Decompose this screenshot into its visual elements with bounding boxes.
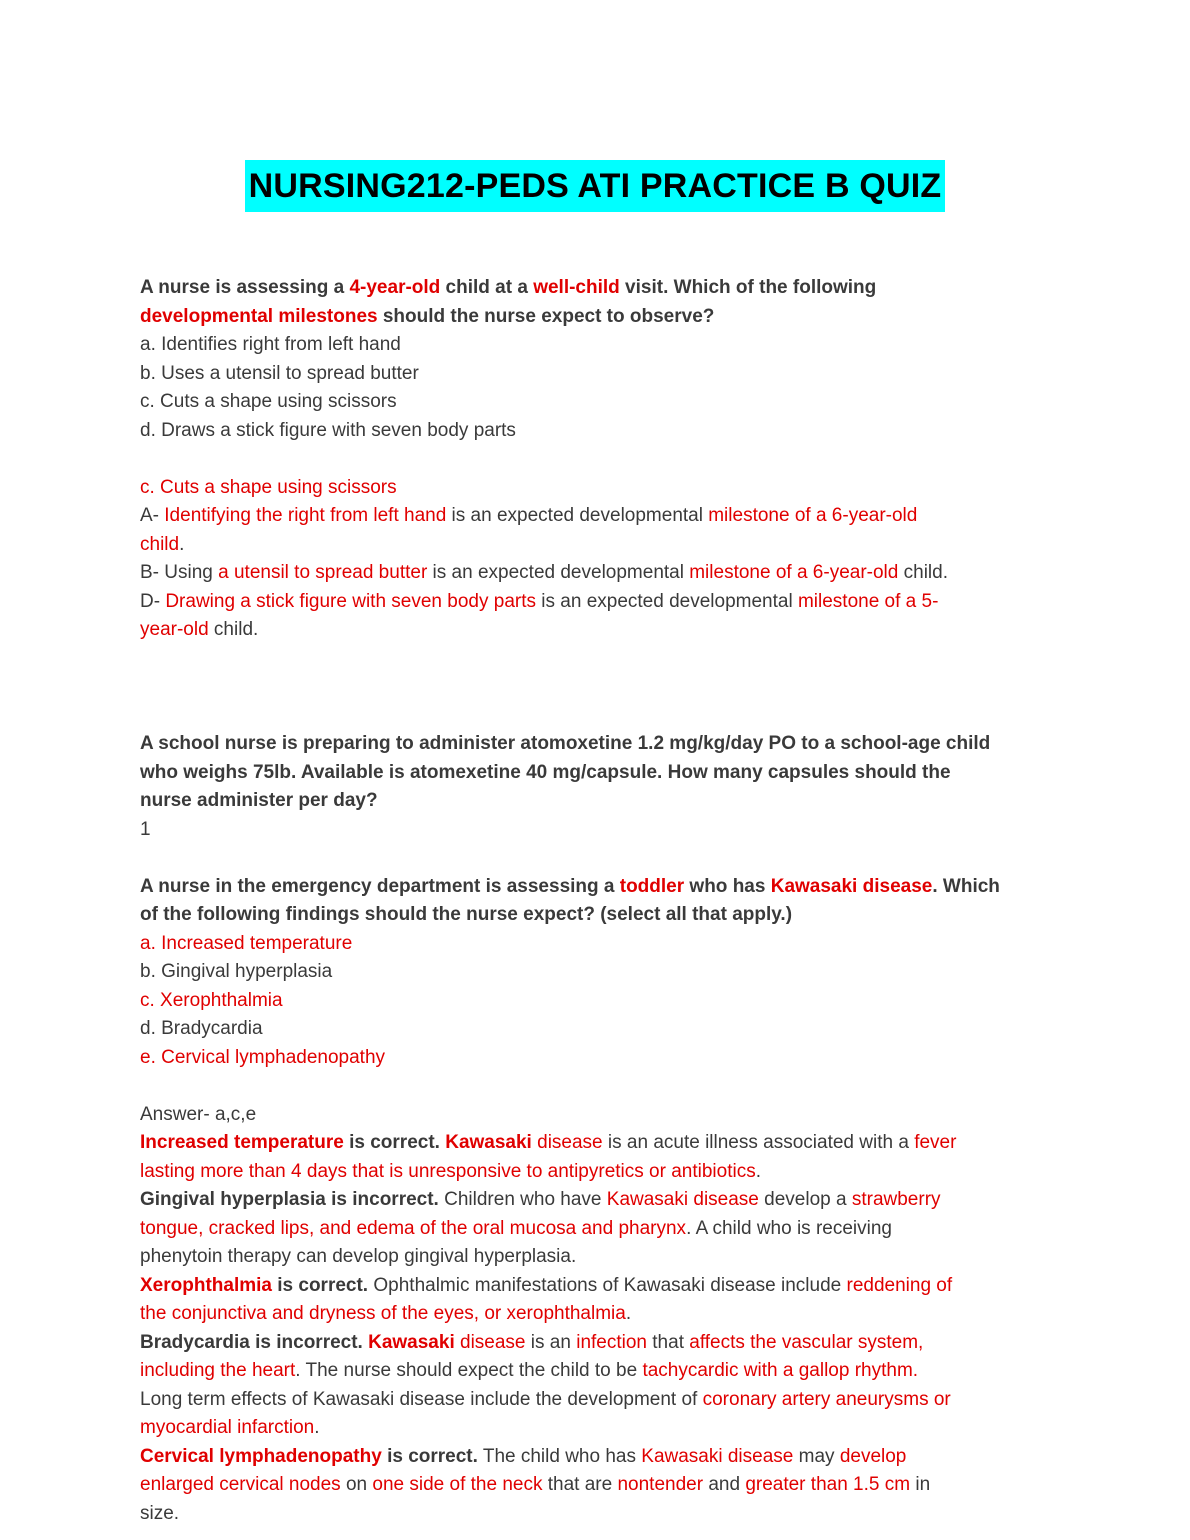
text-segment: that are: [542, 1474, 618, 1495]
question-3-option-d: d. Bradycardia: [140, 1018, 263, 1039]
question-1-option-b: b. Uses a utensil to spread butter: [140, 362, 419, 384]
text-segment: is an: [525, 1331, 577, 1353]
highlight: Xerophthalmia: [140, 1274, 272, 1296]
highlight: coronary artery aneurysms or: [702, 1388, 951, 1410]
question-1-rationale-line-3: [140, 559, 1055, 588]
text-segment: that: [647, 1331, 690, 1353]
spacer: [140, 645, 1055, 702]
question-3-option-c: c. Xerophthalmia: [140, 989, 283, 1011]
text-segment: Children who have: [438, 1189, 607, 1210]
text-segment: develop a: [758, 1189, 852, 1210]
highlight: child: [140, 533, 180, 555]
text-segment: . The nurse should expect the child to be: [295, 1360, 643, 1381]
text-segment: in: [910, 1474, 931, 1495]
question-1-rationale-line-1: [140, 502, 1055, 531]
highlight: disease: [531, 1132, 603, 1153]
text-segment: .: [179, 533, 185, 555]
text-segment: A nurse in the emergency department is assessing a: [140, 875, 620, 897]
spacer: [140, 844, 1055, 873]
text-segment: . Which: [932, 875, 1000, 897]
highlight: Kawasaki: [368, 1331, 455, 1353]
highlight: greater than 1.5 cm: [745, 1474, 911, 1495]
text-segment: Long term effects of Kawasaki disease include the development of: [140, 1388, 703, 1410]
question-2-stem-line-3: nurse administer per day?: [140, 790, 378, 811]
text-segment: visit. Which of the following: [619, 277, 877, 298]
highlight-age: 4-year-old: [349, 277, 441, 298]
spacer: [140, 1072, 1055, 1101]
explanation-line-9: [140, 1357, 1055, 1386]
highlight: affects the vascular system,: [689, 1331, 924, 1353]
highlight: a utensil to spread butter: [218, 562, 428, 583]
highlight: Kawasaki disease: [641, 1445, 794, 1467]
page-title: NURSING212-PEDS ATI PRACTICE B QUIZ: [245, 160, 946, 212]
highlight-milestones: developmental milestones: [140, 305, 378, 327]
question-1-rationale-line-2: [140, 531, 1055, 560]
question-1-rationale-line-5: [140, 616, 1055, 645]
highlight: Kawasaki disease: [770, 875, 933, 897]
text-segment: .: [625, 1303, 632, 1324]
text-segment: is an expected developmental: [446, 505, 709, 526]
text-segment: child at a: [440, 277, 534, 298]
explanation-line-12: [140, 1443, 1055, 1472]
explanation-line-3: [140, 1186, 1055, 1215]
text-segment: child.: [898, 562, 948, 583]
question-3-option-a: a. Increased temperature: [140, 932, 353, 954]
highlight: lasting more than 4 days that is unresponsive to antipyretics or antibiotics: [140, 1160, 756, 1182]
title-wrap: [0, 160, 1190, 212]
question-1-stem-line-1: [140, 274, 1055, 303]
highlight: tachycardic with a gallop rhythm.: [642, 1360, 919, 1381]
highlight: milestone of a 5-: [797, 590, 939, 612]
verdict: is correct.: [343, 1132, 446, 1153]
explanation-line-10: [140, 1386, 1055, 1415]
spacer: [140, 445, 1055, 474]
question-1-option-c: c. Cuts a shape using scissors: [140, 391, 397, 412]
explanation-line-4: [140, 1215, 1055, 1244]
highlight: strawberry: [851, 1189, 941, 1210]
question-3-stem-line-2: of the following findings should the nurse expect? (select all that apply.): [140, 904, 793, 925]
text-segment: on: [340, 1474, 373, 1495]
highlight: Identifying the right from left hand: [164, 505, 447, 526]
question-3-stem-line-1: [140, 873, 1055, 902]
highlight: myocardial infarction: [140, 1417, 315, 1438]
question-1-option-a: a. Identifies right from left hand: [140, 334, 401, 355]
question-1-stem-line-2: [140, 303, 1055, 332]
explanation-line-8: [140, 1329, 1055, 1358]
question-1-rationale-line-4: [140, 588, 1055, 617]
highlight: the conjunctiva and dryness of the eyes, or xerophthalmia: [140, 1303, 626, 1324]
highlight: Kawasaki: [445, 1132, 532, 1153]
text-segment: .: [755, 1160, 761, 1182]
explanation-line-13: [140, 1471, 1055, 1500]
explanation-line-2: [140, 1158, 1055, 1187]
spacer: [140, 702, 1055, 731]
highlight: Kawasaki disease: [606, 1189, 759, 1210]
highlight: milestone of a 6-year-old: [708, 505, 918, 526]
text-segment: is an expected developmental: [536, 590, 798, 612]
highlight: Cervical lymphadenopathy: [140, 1445, 382, 1467]
question-1: [140, 274, 1055, 645]
explanation-line-14: size.: [140, 1502, 180, 1524]
text-segment: The child who has: [477, 1445, 642, 1467]
quiz-content: [140, 274, 1055, 1528]
question-3-answer-label: Answer- a,c,e: [140, 1103, 257, 1125]
text-segment: A-: [140, 505, 165, 526]
question-3-option-e: e. Cervical lymphadenopathy: [140, 1046, 386, 1068]
highlight-visit: well-child: [533, 277, 620, 298]
verdict: is correct.: [381, 1445, 478, 1467]
highlight: disease: [454, 1331, 526, 1353]
verdict: Gingival hyperplasia is incorrect.: [140, 1189, 439, 1210]
question-3-option-b: b. Gingival hyperplasia: [140, 961, 333, 982]
question-2-stem-line-1: A school nurse is preparing to administer atomoxetine 1.2 mg/kg/day PO to a school-age child: [140, 733, 991, 754]
explanation-line-6: [140, 1272, 1055, 1301]
explanation-line-1: [140, 1129, 1055, 1158]
highlight: Increased temperature: [140, 1132, 344, 1153]
text-segment: should the nurse expect to observe?: [377, 305, 715, 327]
highlight: develop: [839, 1445, 907, 1467]
question-2-answer: 1: [140, 818, 151, 840]
text-segment: who has: [684, 875, 771, 897]
question-1-answer: c. Cuts a shape using scissors: [140, 476, 397, 498]
question-3: [140, 873, 1055, 1529]
highlight: including the heart: [140, 1360, 296, 1381]
highlight: milestone of a 6-year-old: [689, 562, 899, 583]
text-segment: child.: [208, 619, 259, 640]
verdict: is correct.: [271, 1274, 369, 1296]
text-segment: is an expected developmental: [427, 562, 690, 583]
highlight: reddening of: [846, 1274, 953, 1296]
text-segment: . A child who is receiving: [686, 1217, 893, 1239]
highlight: nontender: [617, 1474, 704, 1495]
highlight: one side of the neck: [372, 1474, 543, 1495]
verdict: Bradycardia is incorrect.: [140, 1331, 369, 1353]
text-segment: is an acute illness associated with a: [602, 1132, 915, 1153]
highlight: toddler: [619, 875, 685, 897]
text-segment: .: [314, 1417, 320, 1438]
text-segment: Ophthalmic manifestations of Kawasaki disease include: [368, 1274, 847, 1296]
explanation-line-7: [140, 1300, 1055, 1329]
explanation-line-5: phenytoin therapy can develop gingival hyperplasia.: [140, 1246, 577, 1267]
highlight: infection: [576, 1331, 647, 1353]
highlight: year-old: [140, 619, 209, 640]
highlight: fever: [914, 1132, 957, 1153]
question-2-stem-line-2: who weighs 75lb. Available is atomexetine 40 mg/capsule. How many capsules should the: [140, 761, 951, 783]
question-2: [140, 730, 1055, 844]
highlight: enlarged cervical nodes: [140, 1474, 341, 1495]
text-segment: may: [793, 1445, 840, 1467]
question-1-option-d: d. Draws a stick figure with seven body parts: [140, 419, 516, 441]
highlight: Drawing a stick figure with seven body parts: [165, 590, 536, 612]
text-segment: A nurse is assessing a: [140, 277, 350, 298]
text-segment: B- Using: [140, 562, 219, 583]
explanation-line-11: [140, 1414, 1055, 1443]
highlight: tongue, cracked lips, and edema of the oral mucosa and pharynx: [140, 1217, 687, 1239]
text-segment: and: [703, 1474, 746, 1495]
text-segment: D-: [140, 590, 166, 612]
